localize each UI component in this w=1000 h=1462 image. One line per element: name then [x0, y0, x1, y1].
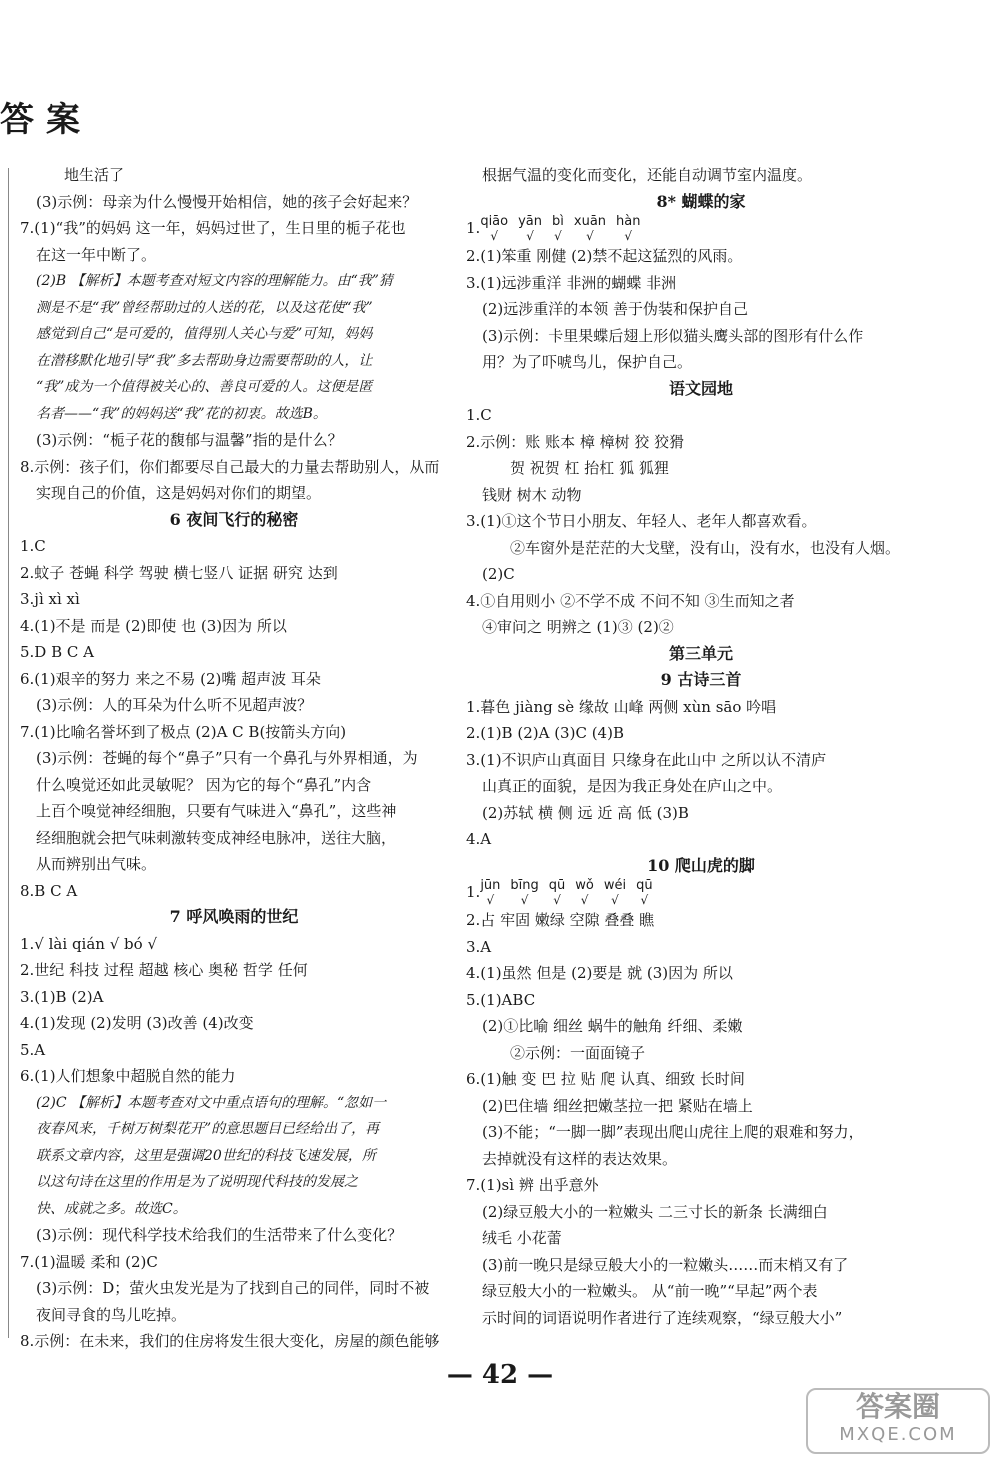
right-column [466, 162, 936, 1331]
answer-text: 4.A [466, 830, 492, 848]
pinyin-item [616, 215, 640, 243]
answer-line [466, 1146, 936, 1173]
check-mark-icon: √ [624, 229, 633, 243]
answer-line [20, 1037, 448, 1064]
pinyin-text: qū [636, 878, 653, 893]
answer-text: 3.jì xì xì [20, 590, 80, 608]
pinyin-text: wéi [603, 878, 627, 893]
answer-line [20, 321, 448, 348]
answer-text: 5.(1)ABC [466, 990, 536, 1009]
answer-text: 以这句诗在这里的作用是为了说明现代科技的发展之 [36, 1174, 358, 1190]
answer-text: 山真正的面貌，是因为我正身处在庐山之中。 [482, 777, 783, 795]
answer-text: (3)示例：卡里果蝶后翅上形似猫头鹰头部的图形有什么作 [482, 326, 864, 345]
answer-line [20, 772, 448, 799]
answer-text: 钱财 树木 动物 [482, 485, 582, 504]
answer-line [20, 480, 448, 507]
section-title [466, 641, 936, 668]
pinyin-text: qū [548, 878, 566, 893]
answer-text: 夜间寻食的鸟儿吃掉。 [36, 1305, 187, 1324]
page-header-title: 答案 [0, 100, 92, 140]
answer-line [466, 1305, 936, 1332]
answer-text: 上百个嗅觉神经细胞，只要有气味进入“鼻孔”，这些神 [36, 802, 397, 820]
answer-text: 4.(1)不是 而是 (2)即使 也 (3)因为 所以 [20, 616, 287, 635]
answer-text: 5.D B C A [20, 643, 94, 661]
check-mark-icon: √ [520, 893, 529, 907]
answer-line [466, 1252, 936, 1279]
pinyin-text: bì [552, 214, 564, 229]
answer-line [466, 1225, 936, 1252]
answer-text: 4.①自用则小 ②不学不成 不问不知 ③生而知之者 [466, 591, 795, 610]
answer-line [20, 1302, 448, 1329]
answer-line [466, 215, 936, 243]
answer-line [466, 987, 936, 1014]
answer-text: 9 古诗三首 [660, 670, 742, 689]
left-column [20, 162, 448, 1355]
section-title [20, 904, 448, 931]
answer-text: 1. [466, 219, 481, 237]
answer-line [20, 1063, 448, 1090]
answer-line [20, 931, 448, 958]
answer-line [466, 296, 936, 323]
answer-text: (3)示例：D；萤火虫发光是为了找到自己的同伴，同时不被 [36, 1279, 430, 1297]
pinyin-text: bīng [510, 878, 539, 893]
answer-line [20, 189, 448, 216]
pinyin-text: hàn [616, 214, 641, 229]
answer-line [466, 1119, 936, 1146]
answer-text: (3)不能；“一脚一脚”表现出爬山虎往上爬的艰难和努力， [482, 1123, 864, 1141]
answer-text: 3.(1)①这个节日小朋友、年轻人、老年人都喜欢看。 [466, 512, 817, 530]
answer-line [20, 1196, 448, 1223]
answer-line [20, 427, 448, 454]
answer-line [466, 1013, 936, 1040]
answer-line [466, 561, 936, 588]
answer-text: 1.C [20, 537, 46, 555]
answer-text: 在潜移默化地引导“我”多去帮助身边需要帮助的人，让 [36, 352, 373, 369]
watermark-line-1: 答案圈 [855, 1390, 940, 1423]
answer-text: ②示例：一面面镜子 [510, 1043, 646, 1062]
answer-text: 感觉到自己“是可爱的，值得别人关心与爱”可知，妈妈 [36, 326, 373, 342]
answer-text: (3)示例：“栀子花的馥郁与温馨”指的是什么？ [36, 431, 343, 449]
answer-line [20, 1275, 448, 1302]
answer-text: 7.(1)温暖 柔和 (2)C [20, 1252, 158, 1271]
pinyin-item [575, 879, 594, 907]
answer-text: 5.A [20, 1040, 46, 1059]
answer-text: 第三单元 [668, 643, 733, 663]
answer-text: (3)示例：现代科学技术给我们的生活带来了什么变化？ [36, 1226, 403, 1244]
answer-line [20, 984, 448, 1011]
check-mark-icon: √ [580, 893, 589, 907]
section-title [466, 853, 936, 880]
answer-text: 什么嗅觉还如此灵敏呢？ 因为它的每个“鼻孔”内含 [36, 775, 372, 794]
answer-line [20, 374, 448, 401]
check-mark-icon: √ [554, 229, 562, 243]
answer-text: (2)苏轼 横 侧 远 近 高 低 (3)B [482, 803, 689, 822]
answer-text: (2)巴住墙 细丝把嫩茎拉一把 紧贴在墙上 [482, 1096, 753, 1115]
answer-text: 2.(1)笨重 刚健 (2)禁不起这猛烈的风雨。 [466, 247, 743, 265]
answer-line [20, 666, 448, 693]
answer-text: 贺 祝贺 杠 抬杠 狐 狐狸 [510, 459, 669, 477]
answer-line [466, 934, 936, 961]
answer-text: 1.√ lài qián √ bó √ [20, 934, 157, 953]
answer-text: 名者——“我”的妈妈送“我”花的初衷。故选B。 [36, 405, 327, 422]
answer-text: (3)示例：苍蝇的每个“鼻子”只有一个鼻孔与外界相通，为 [36, 749, 418, 767]
section-title [466, 667, 936, 694]
answer-text: 3.(1)B (2)A [20, 987, 104, 1006]
answer-line [20, 454, 448, 481]
answer-text: 4.(1)发现 (2)发明 (3)改善 (4)改变 [20, 1014, 254, 1032]
answer-text: 8.B C A [20, 881, 78, 900]
pinyin-text: qiāo [480, 214, 509, 229]
answer-text: 夜春风来，千树万树梨花开”的意思题目已经给出了，再 [36, 1121, 380, 1137]
answer-text: 7.(1)“我”的妈妈 这一年，妈妈过世了，生日里的栀子花也 [20, 219, 406, 237]
pinyin-item [604, 879, 626, 907]
answer-text: 1. [466, 883, 481, 901]
answer-text: ②车窗外是茫茫的大戈壁，没有山，没有水，也没有人烟。 [510, 538, 901, 557]
answer-line [466, 1278, 936, 1305]
answer-text: 实现自己的价值，这是妈妈对你们的期望。 [36, 484, 322, 502]
page-number: — 42 — [446, 1360, 554, 1390]
answer-text: 8* 蝴蝶的家 [656, 191, 746, 211]
answer-text: 联系文章内容，这里是强调20世纪的科技飞速发展，所 [36, 1147, 376, 1164]
answer-text: 测是不是“我”曾经帮助过的人送的花，以及这花使“我” [36, 299, 373, 316]
section-title [466, 376, 936, 403]
answer-line [466, 800, 936, 827]
pinyin-text: xuān [573, 214, 607, 229]
answer-line [466, 1199, 936, 1226]
answer-line [20, 1143, 448, 1170]
answer-text: 10 爬山虎的脚 [647, 855, 755, 875]
answer-line [20, 1328, 448, 1355]
answer-line [466, 323, 936, 350]
answer-line [466, 773, 936, 800]
answer-line [20, 215, 448, 242]
answer-text: 在这一年中断了。 [36, 245, 157, 264]
answer-line [20, 692, 448, 719]
answer-text: (2)远涉重洋的本领 善于伪装和保护自己 [482, 300, 749, 318]
answer-line [20, 1169, 448, 1196]
answer-line [20, 242, 448, 269]
answer-line [466, 349, 936, 376]
answer-line [20, 878, 448, 905]
answer-line [20, 745, 448, 772]
answer-text: 8.示例：在未来，我们的住房将发生很大变化，房屋的颜色能够 [20, 1332, 440, 1350]
answer-line [466, 1040, 936, 1067]
pinyin-item [552, 215, 564, 243]
answer-line [466, 879, 936, 907]
answer-line [20, 401, 448, 428]
answer-text: (2)①比喻 细丝 蜗牛的触角 纤细、柔嫩 [482, 1017, 743, 1035]
check-mark-icon: √ [526, 229, 534, 243]
pinyin-item [480, 879, 500, 907]
answer-text: (2)C 【解析】本题考查对文中重点语句的理解。“忽如一 [36, 1094, 387, 1111]
answer-text: 7.(1)sì 辨 出乎意外 [466, 1176, 599, 1194]
pinyin-item [510, 879, 538, 907]
answer-line [20, 957, 448, 984]
pinyin-item [518, 215, 542, 243]
answer-line [20, 719, 448, 746]
watermark-logo [806, 1388, 990, 1454]
pinyin-text: jūn [480, 878, 501, 893]
answer-text: 2.蚊子 苍蝇 科学 驾驶 横七竖八 证据 研究 达到 [20, 563, 338, 582]
watermark-line-2: MXQE.COM [839, 1424, 957, 1445]
answer-text: (2)C [482, 565, 515, 583]
answer-line [466, 508, 936, 535]
answer-text: 根据气温的变化而变化，还能自动调节室内温度。 [482, 166, 813, 184]
answer-text: 1.暮色 jiàng sè 缘故 山峰 两侧 xùn sāo 吟唱 [466, 697, 777, 716]
pinyin-item [480, 215, 508, 243]
answer-line [466, 960, 936, 987]
answer-line [466, 455, 936, 482]
answer-text: 2.占 牢固 嫩绿 空隙 叠叠 瞧 [466, 911, 655, 929]
answer-text: 3.(1)不识庐山真面目 只缘身在此山中 之所以认不清庐 [466, 750, 827, 769]
answer-text: 示时间的词语说明作者进行了连续观察，“绿豆般大小” [482, 1308, 843, 1327]
answer-line [466, 429, 936, 456]
answer-text: (2)绿豆般大小的一粒嫩头 二三寸长的新条 长满细白 [482, 1202, 828, 1221]
check-mark-icon: √ [640, 893, 649, 907]
answer-text: 经细胞就会把气味刺激转变成神经电脉冲，送往大脑， [36, 828, 397, 847]
answer-line [466, 588, 936, 615]
answer-text: (3)前一晚只是绿豆般大小的一粒嫩头……而末梢又有了 [482, 1255, 849, 1274]
answer-line [20, 268, 448, 295]
answer-line [466, 270, 936, 297]
answer-text: 2.示例：账 账本 樟 樟树 狡 狡猾 [466, 432, 685, 451]
answer-text: 7.(1)比喻名誉坏到了极点 (2)A C B(按箭头方向) [20, 722, 347, 741]
pinyin-text: yān [518, 214, 543, 229]
answer-text: 快、成就之多。故选C。 [36, 1200, 187, 1217]
answer-line [466, 535, 936, 562]
answer-line [20, 798, 448, 825]
answer-line [20, 825, 448, 852]
pinyin-text: wǒ [575, 878, 594, 893]
answer-text: 3.A [466, 937, 492, 956]
answer-text: 6.(1)人们想象中超脱自然的能力 [20, 1067, 236, 1085]
answer-line [20, 1116, 448, 1143]
answer-text: 3.(1)远涉重洋 非洲的蝴蝶 非洲 [466, 273, 677, 292]
answer-line [466, 826, 936, 853]
answer-line [466, 747, 936, 774]
answer-text: 去掉就没有这样的表达效果。 [482, 1149, 678, 1168]
answer-text: 绒毛 小花蕾 [482, 1229, 562, 1247]
answer-line [20, 162, 448, 189]
answer-text: (3)示例：母亲为什么慢慢开始相信，她的孩子会好起来？ [36, 192, 418, 211]
section-title [20, 507, 448, 534]
answer-line [20, 533, 448, 560]
check-mark-icon: √ [586, 229, 594, 243]
answer-text: 2.(1)B (2)A (3)C (4)B [466, 724, 624, 742]
answer-line [466, 1172, 936, 1199]
answer-line [466, 402, 936, 429]
answer-text: (3)示例：人的耳朵为什么听不见超声波？ [36, 696, 313, 714]
answer-text: 1.C [466, 406, 492, 424]
column-divider [8, 168, 9, 1338]
answer-text: (2)B 【解析】本题考查对短文内容的理解能力。由“我”猜 [36, 273, 393, 289]
answer-text: 6.(1)触 变 巴 拉 贴 爬 认真、细致 长时间 [466, 1070, 745, 1088]
pinyin-item [574, 215, 606, 243]
answer-line [20, 295, 448, 322]
check-mark-icon: √ [611, 893, 619, 907]
answer-text: 6 夜间飞行的秘密 [169, 509, 299, 529]
answer-text: 语文园地 [668, 378, 733, 398]
answer-line [466, 720, 936, 747]
answer-text: 8.示例：孩子们，你们都要尽自己最大的力量去帮助别人，从而 [20, 457, 440, 476]
answer-line [466, 907, 936, 934]
check-mark-icon: √ [553, 893, 561, 907]
answer-text: 绿豆般大小的一粒嫩头。 从“前一晚”“早起”两个表 [482, 1282, 818, 1300]
pinyin-item [549, 879, 566, 907]
answer-text: 6.(1)艰辛的努力 来之不易 (2)嘴 超声波 耳朵 [20, 669, 321, 688]
answer-line [466, 694, 936, 721]
answer-text: 地生活了 [64, 166, 125, 184]
pinyin-item [636, 879, 653, 907]
answer-line [20, 560, 448, 587]
answer-line [20, 1249, 448, 1276]
answer-line [466, 243, 936, 270]
answer-line [20, 348, 448, 375]
answer-text: ④审问之 明辨之 (1)③ (2)② [482, 618, 674, 636]
answer-text: 7 呼风唤雨的世纪 [169, 907, 299, 926]
answer-line [466, 1066, 936, 1093]
answer-line [20, 1090, 448, 1117]
answer-text: 4.(1)虽然 但是 (2)要是 就 (3)因为 所以 [466, 964, 733, 982]
answer-line [20, 1010, 448, 1037]
answer-text: “我”成为一个值得被关心的、善良可爱的人。这便是匿 [36, 379, 373, 395]
section-title [466, 189, 936, 216]
answer-line [20, 851, 448, 878]
answer-line [20, 613, 448, 640]
page-number-value: 42 [481, 1360, 519, 1390]
answer-line [20, 639, 448, 666]
answer-line [466, 162, 936, 189]
answer-text: 从而辨别出气味。 [36, 855, 157, 873]
answer-line [466, 614, 936, 641]
check-mark-icon: √ [490, 229, 499, 243]
answer-line [20, 1222, 448, 1249]
answer-line [466, 1093, 936, 1120]
check-mark-icon: √ [486, 893, 495, 907]
answer-text: 2.世纪 科技 过程 超越 核心 奥秘 哲学 任何 [20, 961, 308, 979]
answer-line [466, 482, 936, 509]
answer-line [20, 586, 448, 613]
answer-text: 用？为了吓唬鸟儿，保护自己。 [482, 353, 693, 371]
